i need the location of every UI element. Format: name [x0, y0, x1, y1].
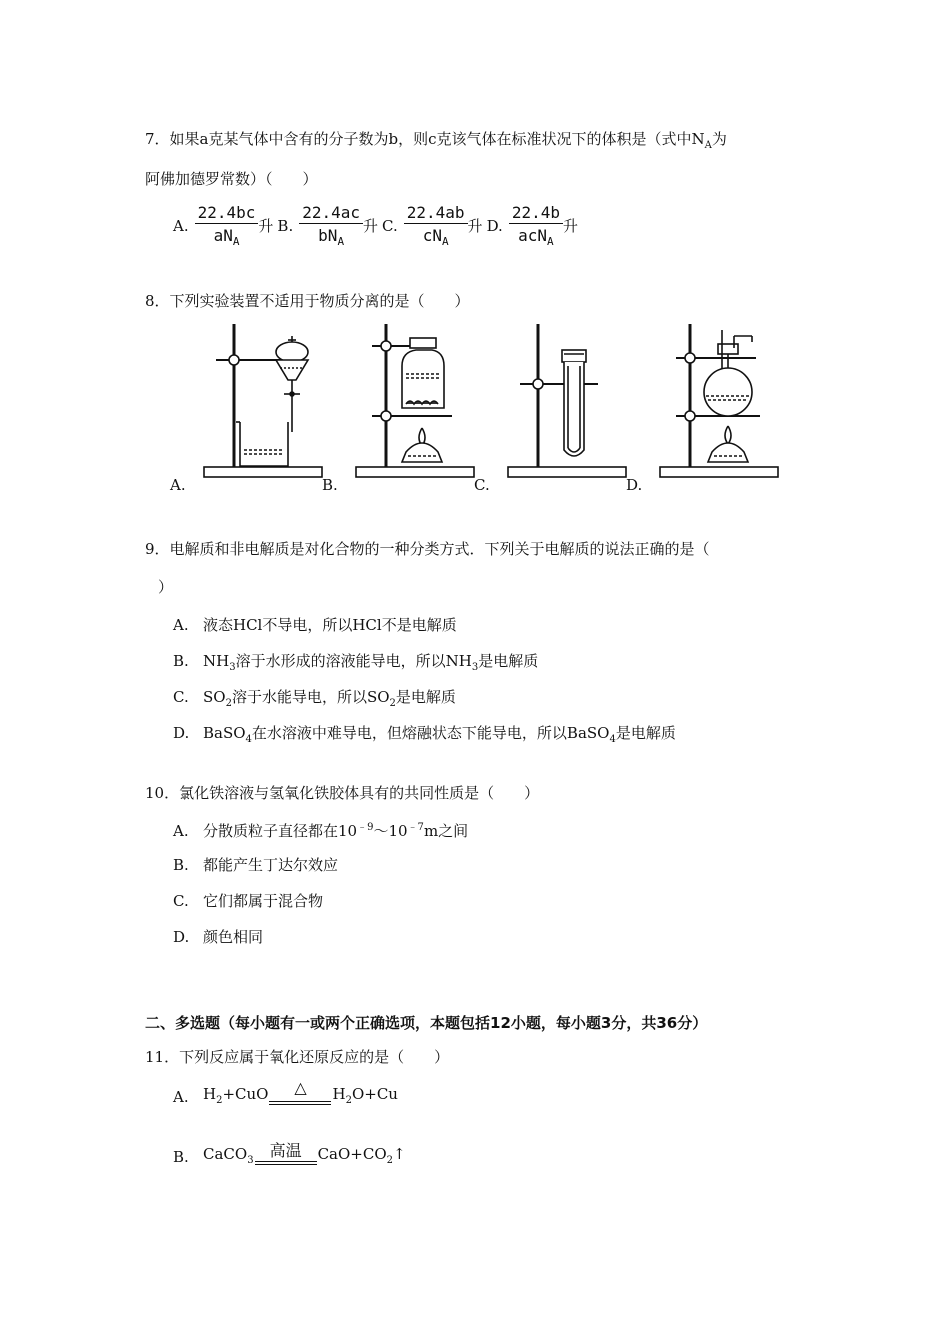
q10-stem: 10．氯化铁溶液与氢氧化铁胶体具有的共同性质是（ ） [145, 784, 540, 802]
q7-option-a-unit: 升 [258, 217, 274, 236]
q7-stem-line1: 7．如果a克某气体中含有的分子数为b，则c克该气体在标准状况下的体积是（式中$N_A$为 [145, 130, 727, 151]
q7-option-d-label: D. [486, 216, 503, 235]
q7-option-c-fraction: $\frac{22.4ab}{cN_A}$ [404, 203, 468, 248]
q9-stem-line2: ） [158, 578, 174, 596]
q7-option-b-unit: 升 [363, 217, 379, 236]
q8-label-b: B. [322, 476, 338, 494]
apparatus-d-diagram [656, 322, 781, 482]
q9-option-c: C. $SO_2$溶于水能导电，所以$SO_2$是电解质 [173, 688, 456, 709]
apparatus-c-diagram [504, 322, 629, 482]
q7-option-a-fraction: $\frac{22.4bc}{aN_A}$ [195, 203, 259, 248]
q10-option-c: C. 它们都属于混合物 [173, 892, 324, 910]
q7-options [173, 203, 582, 248]
q7-option-d-fraction: $\frac{22.4b}{acN_A}$ [509, 203, 563, 248]
q7-option-b-fraction: $\frac{22.4ac}{bN_A}$ [299, 203, 363, 248]
q11-option-a: A. $H_2+CuO$ △ $H_2O+Cu$ [173, 1078, 398, 1106]
q11-a-products: $H_2O+Cu$ [332, 1085, 398, 1106]
q9-stem-line1: 9．电解质和非电解质是对化合物的一种分类方式．下列关于电解质的说法正确的是（ [145, 540, 710, 558]
q7-option-c-unit: 升 [467, 217, 483, 236]
q11-b-equals-sign: 高温 [255, 1140, 317, 1166]
q11-a-reactants: $H_2+CuO$ [203, 1085, 269, 1106]
apparatus-b-diagram [352, 322, 477, 482]
q8-label-c: C. [474, 476, 490, 494]
q11-stem: 11．下列反应属于氧化还原反应的是（ ） [145, 1048, 450, 1066]
q10-option-a: A. 分散质粒子直径都在$10^{﹣9}\sim 10^{﹣7}m$之间 [173, 822, 469, 840]
q9-option-b: B. $NH_3$溶于水形成的溶液能导电，所以$NH_3$是电解质 [173, 652, 539, 673]
q8-stem: 8．下列实验装置不适用于物质分离的是（ ） [145, 292, 470, 310]
q9-option-a: A. 液态HCl不导电，所以HCl不是电解质 [173, 616, 457, 634]
q7-option-c-label: C. [382, 216, 398, 235]
section-2-heading: 二、多选题（每小题有一或两个正确选项，本题包括12小题，每小题3分，共36分） [145, 1014, 708, 1032]
q8-label-a: A. [170, 476, 186, 494]
q7-option-a-label: A. [173, 216, 189, 235]
q10-option-b: B. 都能产生丁达尔效应 [173, 856, 339, 874]
q11-a-equals-sign: △ [269, 1080, 331, 1106]
q7-stem-line2: 阿佛加德罗常数）（ ） [145, 170, 318, 188]
q11-b-products: $CaO+CO_2↑$ [317, 1145, 406, 1166]
q8-label-d: D. [626, 476, 643, 494]
q11-b-reactants: CaCO$_3$ [203, 1145, 254, 1166]
q9-option-d: D. BaSO$_4$在水溶液中难导电，但熔融状态下能导电，所以BaSO$_4$是电解质 [173, 724, 676, 745]
q7-option-b-label: B. [277, 216, 294, 235]
q7-option-d-unit: 升 [563, 217, 579, 236]
q11-option-b: B. CaCO$_3$ 高温 $CaO+CO_2↑$ [173, 1141, 406, 1166]
apparatus-a-diagram [200, 322, 325, 482]
q10-option-d: D. 颜色相同 [173, 928, 264, 946]
